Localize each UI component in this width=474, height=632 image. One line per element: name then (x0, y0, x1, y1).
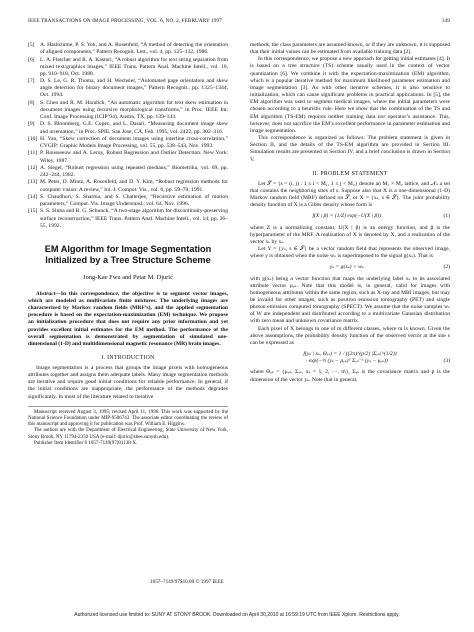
copyright-footer: 1057–7149/97$10.00 © 1997 IEEE (150, 579, 224, 585)
reference-item: [6] L. A. Fletcher and R. A. Kasturi, “A robust algorithm for text string separation from mixed text/graphics images,” IEEE Trans. Pattern Anal. Machine Intell., vol. 10, pp. 910–918, Oct. 1988. (28, 56, 228, 77)
paragraph: methods, the class parameters are assumed known, or if they are unknown, it is supposed that their initial values can be estimated from available training data [2]. (250, 42, 450, 56)
license-banner: Authorized licensed use limited to: SUNY AT STONY BROOK. Downloaded on April 30,2010 at 16:59:19 UTC from IEEE Xplore. Restrictions apply. (74, 612, 400, 618)
equation-number: (2) (443, 264, 450, 271)
equation-number: (3) (443, 358, 450, 365)
equation-2 (250, 264, 450, 271)
equation-1 (250, 213, 450, 220)
equation-line: f(yₛ | xₛ, Θₓₛ) = 1 / ((2π)^(p/2) |Σₓₛ|^(1/2)) (303, 351, 397, 358)
paragraph: where Z is a normalizing constant, U(X | β) is an energy function, and β is the hyperparameter of the MRF. A realization of X is denoted by X, and a realization of the vector xₛ by xₛ. (250, 224, 450, 245)
equation-line: · exp(−½ (yₛ − μₓₛ)ᵀ Σₓₛ⁻¹ (yₛ − μₓₛ)) (305, 358, 388, 365)
equation-number: (1) (443, 213, 450, 220)
reference-item: [13] M. Peter, D. Mintz, A. Rosenfeld, and D. Y. Kim, “Robust regression methods for computer vision: A review,” Int. J. Comput. Vis., vol. 6, pp. 59–70, 1991. (28, 179, 228, 193)
reference-item: [15] S. S. Sinha and B. G. Schunck, “A two-stage algorithm for discontinuity-preserving surface reconstruction,” IEEE Trans. Pattern Anal. Machine Intell., vol. 14, pp. 36–55, 1992. (28, 208, 228, 229)
journal-header: IEEE TRANSACTIONS ON IMAGE PROCESSING, VOL. 6, NO. 2, FEBRUARY 1997 (28, 18, 222, 24)
footnote-manuscript: Manuscript received August 3, 1995; revised April 11, 1996. This work was supported by the National Science Foundation under MIP-9506743. The associate editor coordinating the review of this manuscript and approving it for publication was Prof. William E. Higgins. (28, 409, 228, 428)
paragraph: Let Y = {yₛ, s ∈ 𝒮} be a vector random field that represents the observed image, where y is obtained when the noise wₛ is superimposed to the signal g(xₛ). That is (250, 246, 450, 260)
paper-title: EM Algorithm for Image Segmentation Initialized by a Tree Structure Scheme (44, 243, 212, 265)
paragraph: This correspondence is organized as follows: The problem statement is given in Section II, and the details of the TS-EM algorithm are provided in Section III. Simulation results are presented in Section IV, and a brief conclusion is drawn in Section V. (250, 135, 450, 163)
section-heading-problem-statement: II. PROBLEM STATEMENT (312, 170, 388, 177)
reference-item: [8] S. Chen and R. M. Haralick, “An automatic algorithm for text skew estimation in document images using recursive morphological transforms,” in Proc. IEEE Int. Conf. Image Processing (ICIP’94), Austin, TX, pp. 139–143. (28, 99, 228, 121)
equation-3 (250, 351, 450, 365)
reference-item: [7] D. S. Le, G. R. Thoma, and H. Wechsler, “Automated page orientation and skew angle detection for binary document images,” Pattern Recognit., pp. 1325–1344, Oct. 1994. (28, 78, 228, 99)
left-column (28, 42, 228, 447)
paper-authors: Jong-Kae Fwu and Petar M. Djurić (83, 273, 173, 281)
abstract-text: In this correspondence, the objective is to segment vector images, which are modeled as multivariate finite mixtures. The underlying images are characterized by Markov random fields (MRF’s), and the applied segmentation procedure is based on the expectation-maximization (EM) technique. We propose an initialization procedure that does not require any prior information and yet provides excellent initial estimates for the EM method. The performance of the overall segmentation is demonstrated by segmentation of simulated one-dimensional (1-D) and multidimensional magnetic resonance (MR) brain images. (28, 291, 228, 347)
section-heading-introduction: I. INTRODUCTION (101, 354, 155, 361)
reference-item: [11] P. Rousseeuw and A. Leroy, Robust Regression and Outlier Detection. New York: Wiley, 1987. (28, 150, 228, 164)
reference-item: [5] A. Hashizume, P. S. Yeh, and A. Rosenfeld, “A method of detecting the orientation of aligned components,” Pattern Recognit. Lett., vol. 4, pp. 125–132, 1986. (28, 42, 228, 56)
reference-item: [14] S. Chaudhuri, S. Sharma, and S. Chatterjee, “Recursive estimation of motion parameters,” Comput. Vis. Image Understand., vol. 64, Nov. 1996. (28, 193, 228, 208)
equation-body: f(X | β) = (1/Z) exp(−U(X | β)) (312, 213, 381, 220)
paragraph: where Θₓₛ = {μₓₛ, Σₓₛ, xₛ = 1, 2, ···, m}, Σₓₛ is the covariance matrix and p is the dimension of the vector yₛ. Note that in general, (250, 369, 450, 383)
paragraph: Each pixel of X belongs to one of m different classes, where m is known. Given the above assumptions, the probability density function of the observed vector at the site s can be expressed as (250, 325, 450, 346)
page-number: 349 (441, 18, 450, 24)
right-column (250, 42, 450, 384)
paragraph: In this correspondence, we propose a new approach for getting initial estimates [4]. It is based on a tree structure (TS) scheme usually used in the context of vector quantization [6]. We combine it with the expectation-maximization (EM) algorithm, which is a popular iterative method for maximum likelihood parameter estimation and image segmentation [3]. As with other iterative schemes, it is also sensitive to initialization, which can cause significant problems in practical applications. In [5], the EM algorithm was used to segment medical images, where the initial parameters were chosen according to a heuristic rule. Here we show that the combination of the TS and EM algorithm (TS-EM) requires neither training data nor operator’s assistance. This, however, does not sacrifice the EM’s excellent performance in parameter estimation and image segmentation. (250, 56, 450, 134)
paragraph: Let 𝒮 = {s = (i, j) : 1 ≤ i < M₁, 1 ≤ j < M₂} denote an M₁ × M₂ lattice, and 𝒩ₛ a set that contains the neighboring sites of s. Suppose also that X is a one-dimensional (1-D) Markov random field (MRF) defined on 𝒮, or X = {xₛ, s ∈ 𝒮}. The joint probability density function of X is a Gibbs density whose form is (250, 180, 450, 209)
reference-item: [9] D. S. Bloomberg, G.E. Copec, and L. Dasari, “Measuring document image skew and orientation,” in Proc. SPIE, San Jose, CA, Feb. 1995, vol. 2422, pp. 302–316. (28, 121, 228, 135)
abstract-label: Abstract— (36, 291, 61, 298)
abstract (28, 291, 228, 348)
footnote-block (28, 406, 228, 447)
reference-list (28, 42, 228, 230)
paragraph: with g(xₛ) being a vector function that maps the underlying label xₛ to its associated attribute vector μₓₛ. Note that this model is, in general, valid for images with homogeneous attributes within the same region, such as X-ray and MRI images, but may be invalid for other images, such as positron emission tomography (PET) and single photon emission computed tomography (SPECT). We assume that the noise samples wₛ of W are independent and distributed according to a multivariate Gaussian distribution with zero mean and unknown covariance matrix. (250, 275, 450, 325)
reference-item: [12] A. Siegel, “Robust regression using repeated medians,” Biometrika, vol. 69, pp. 242–244, 1982. (28, 164, 228, 179)
intro-paragraph: Image segmentation is a process that groups the image pixels with homogeneous attributes together and assigns them adequate labels. Many image segmentation methods are iterative and require good initial conditions for reliable performance. In general, if the initial conditions are inappropriate, the performance of the methods degrades significantly. In most of the literature related to iterative (28, 365, 228, 400)
equation-body: yₛ = g(xₛ) + wₛ (329, 264, 364, 271)
footnote-authors: The authors are with the Department of Electrical Engineering, State University of New York, Stony Brook, NY 11794-2350 USA (e-mail: djuric@sbee.sunysb.edu). (28, 428, 228, 440)
footnote-publisher: Publisher Item Identifier S 1057-7149(97)01138-X. (34, 440, 138, 446)
running-header (28, 18, 450, 27)
reference-item: [10] H. Yan, “Skew correction of document images using interline cross-correlation,” CVGIP: Graphic Models Image Processing, vol. 55, pp. 538–543, Nov. 1993. (28, 135, 228, 150)
